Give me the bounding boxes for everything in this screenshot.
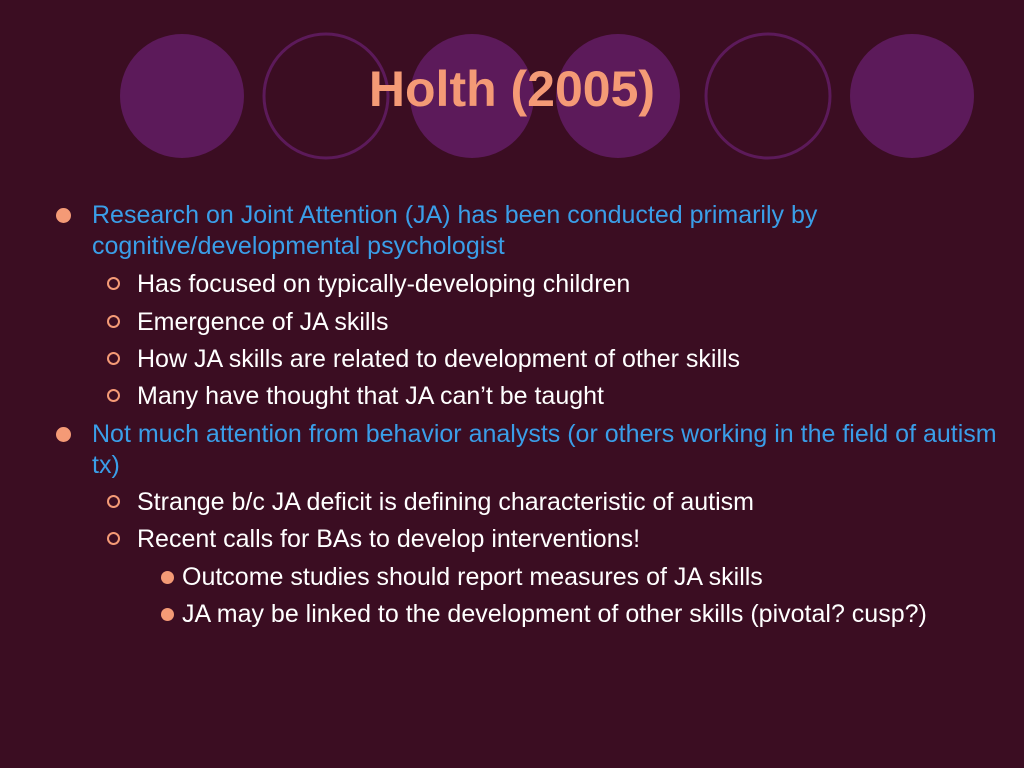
bullet-item-2: Has focused on typically-developing children	[137, 270, 631, 298]
bullet-ring-icon	[107, 532, 120, 545]
bullet-dot-icon	[56, 427, 71, 442]
bullet-ring-icon	[107, 495, 120, 508]
bullet-item-5: Many have thought that JA can’t be taught	[137, 382, 604, 410]
bullet-ring-icon	[107, 277, 120, 290]
slide-title: Holth (2005)	[368, 61, 656, 117]
bullet-dot-icon	[56, 208, 71, 223]
bullet-small-icon	[161, 571, 174, 584]
bullet-ring-icon	[107, 389, 120, 402]
bullet-ring-icon	[107, 315, 120, 328]
bullet-item-9: Outcome studies should report measures of JA skills	[182, 563, 763, 591]
bullet-item-8: Recent calls for BAs to develop interventions!	[137, 525, 641, 553]
bullet-item-7: Strange b/c JA deficit is defining characteristic of autism	[137, 488, 754, 516]
bullet-item-10: JA may be linked to the development of other skills (pivotal? cusp?)	[182, 600, 927, 628]
bullet-small-icon	[161, 608, 174, 621]
bullet-ring-icon	[107, 352, 120, 365]
bullet-item-3: Emergence of JA skills	[137, 308, 389, 336]
bullet-item-6: Not much attention from behavior analysts (or others working in the field of autism tx)	[92, 420, 997, 479]
bullet-item-4: How JA skills are related to development of other skills	[137, 345, 741, 373]
bullet-item-1: Research on Joint Attention (JA) has been conducted primarily by cognitive/developmental psychologist	[92, 201, 818, 260]
